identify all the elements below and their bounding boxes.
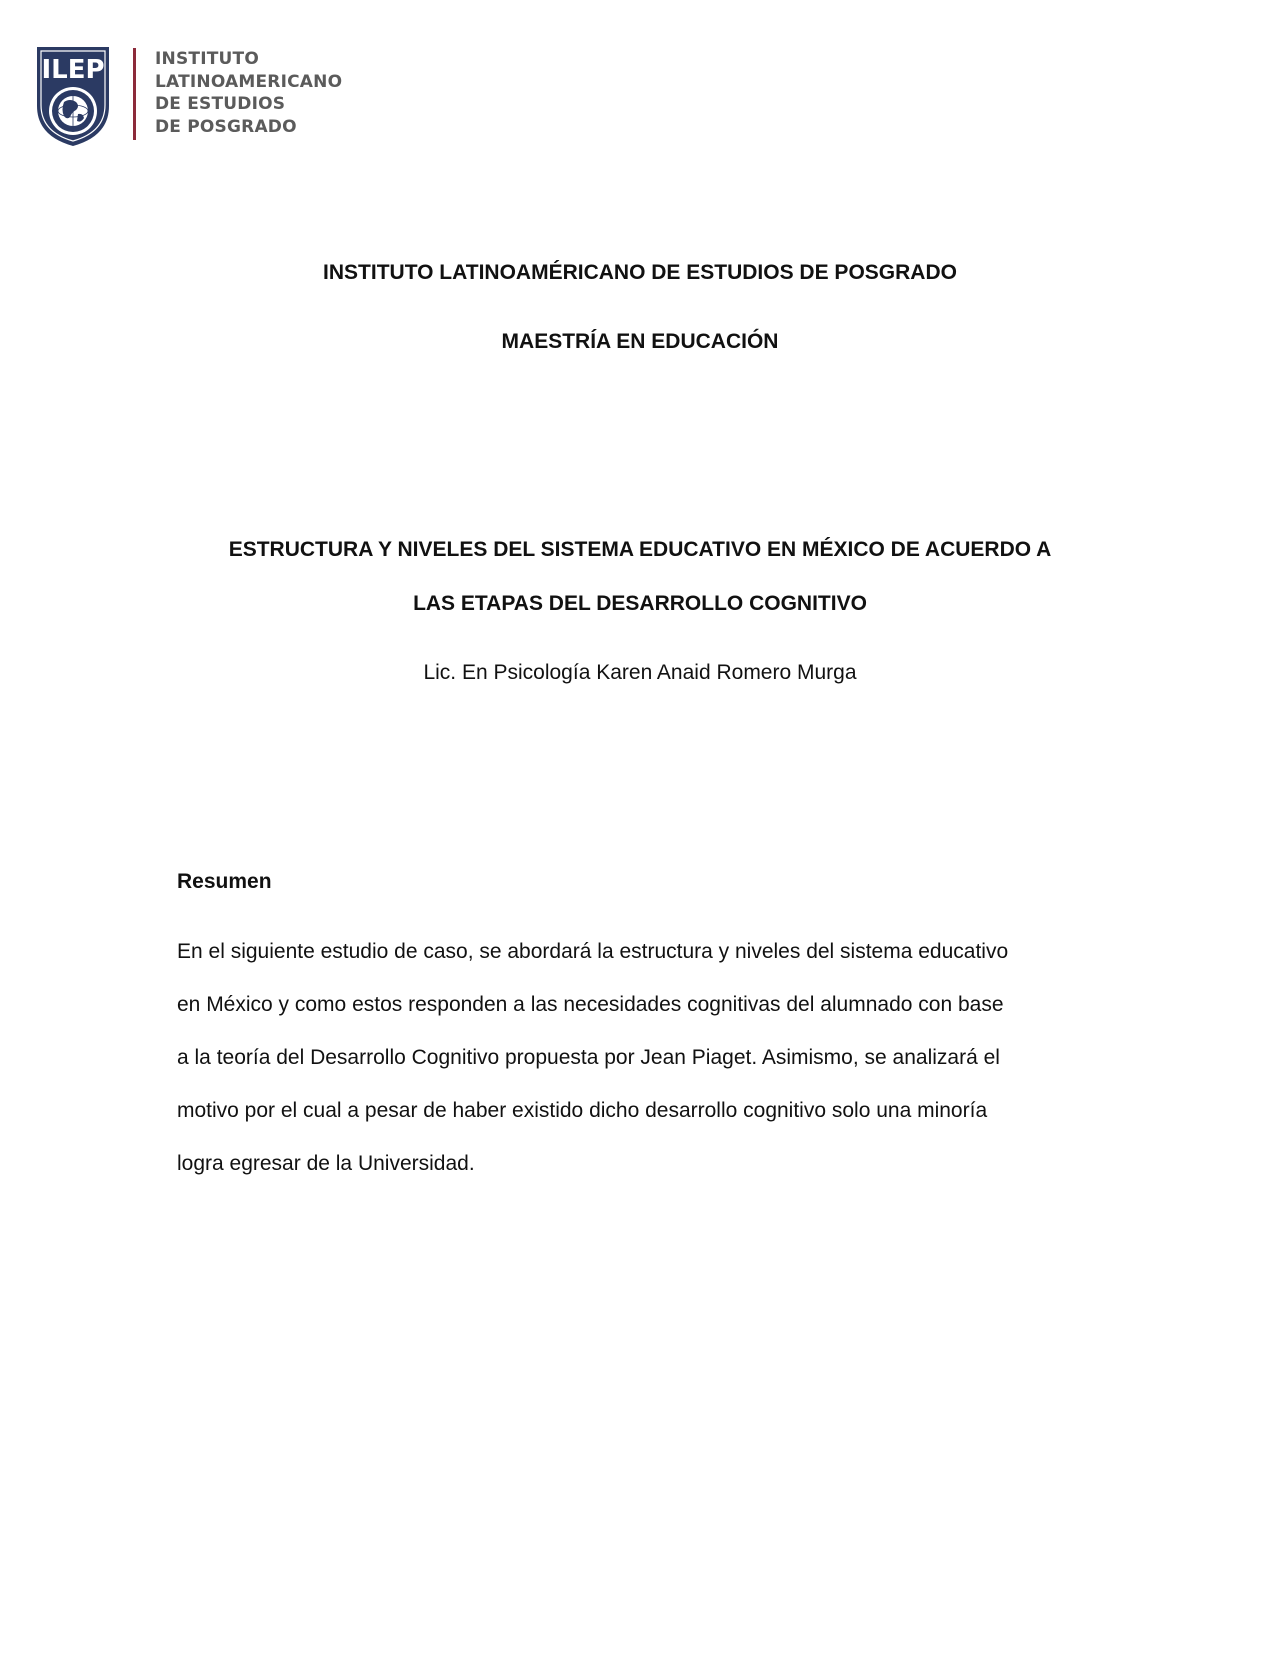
abstract-body: [177, 940, 1097, 1205]
logo-divider: [133, 48, 136, 140]
shield-letters: ILEP: [41, 55, 105, 85]
logo-line: INSTITUTO: [155, 49, 259, 69]
institution-name: INSTITUTO LATINOAMÉRICANO DE ESTUDIOS DE POSGRADO: [323, 261, 957, 284]
abstract-line: en México y como estos responden a las necesidades cognitivas del alumnado con base: [177, 993, 1004, 1016]
document-title-line-1: ESTRUCTURA Y NIVELES DEL SISTEMA EDUCATIVO EN MÉXICO DE ACUERDO A: [228, 538, 1052, 561]
abstract-line: a la teoría del Desarrollo Cognitivo propuesta por Jean Piaget. Asimismo, se analizará el: [177, 1046, 1000, 1069]
logo-line: DE ESTUDIOS: [155, 94, 286, 114]
abstract-line: motivo por el cual a pesar de haber existido dicho desarrollo cognitivo solo una minoría: [177, 1099, 988, 1122]
abstract-line: En el siguiente estudio de caso, se abordará la estructura y niveles del sistema educativo: [177, 940, 1009, 963]
ilep-logo: [34, 44, 354, 148]
author-name: Lic. En Psicología Karen Anaid Romero Murga: [423, 661, 857, 684]
ilep-shield-emblem: [34, 44, 112, 148]
abstract-heading: Resumen: [177, 870, 272, 893]
logo-line: DE POSGRADO: [155, 116, 297, 137]
logo-wordmark: [155, 48, 342, 138]
document-title-line-2: LAS ETAPAS DEL DESARROLLO COGNITIVO: [413, 592, 867, 615]
abstract-line: logra egresar de la Universidad.: [177, 1152, 475, 1175]
program-name: MAESTRÍA EN EDUCACIÓN: [501, 330, 779, 353]
logo-line: LATINOAMERICANO: [155, 71, 343, 92]
